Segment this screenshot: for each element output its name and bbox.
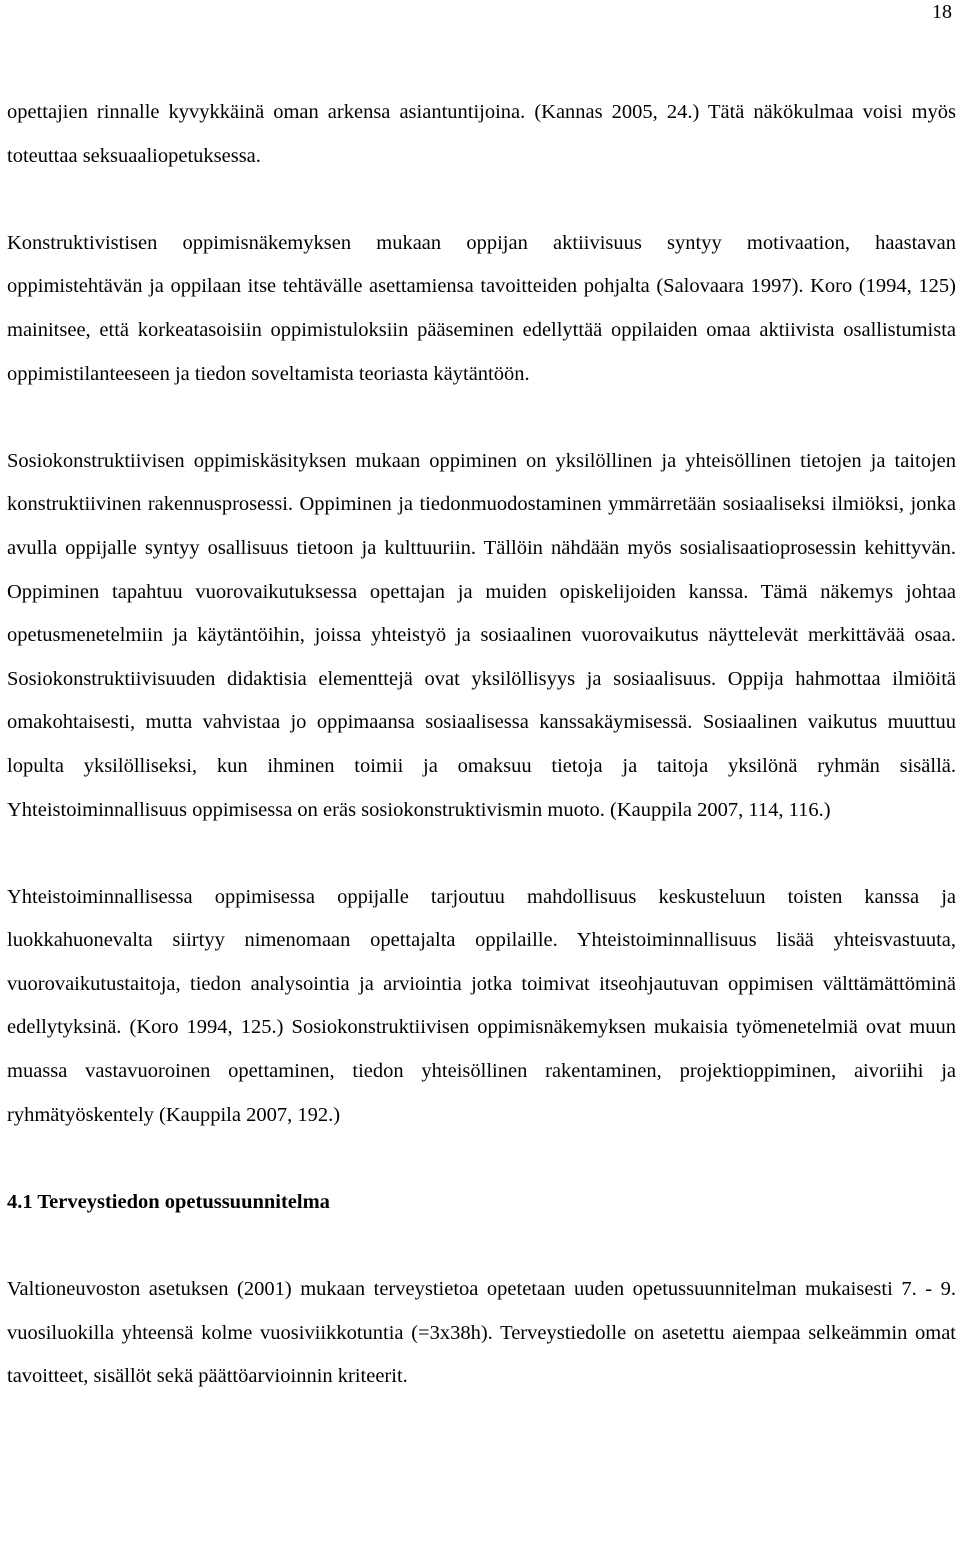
paragraph: Sosiokonstruktiivisen oppimiskäsityksen mukaan oppiminen on yksilöllinen ja yhteisöllinen tietojen ja taitojen konstruktiivinen rakennusprosessi. Oppiminen ja tiedonmuodostaminen ymmärretään sosiaaliseksi ilmiöksi, jonka avulla oppijalle syntyy osallisuus tietoon ja kulttuuriin. Tällöin nähdään myös sosialisaatioprosessin kehittyvän. Oppiminen tapahtuu vuorovaikutuksessa opettajan ja muiden opiskelijoiden kanssa. Tämä näkemys johtaa opetusmenetelmiin ja käytäntöihin, joissa yhteistyö ja sosiaalinen vuorovaikutus näyttelevät merkittävää osaa. Sosiokonstruktiivisuuden didaktisia elementtejä ovat yksilöllisyys ja sosiaalisuus. Oppija hahmottaa ilmiöitä omakohtaisesti, mutta vahvistaa jo oppimaansa sosiaalisessa kanssakäymisessä. Sosiaalinen vaikutus muuttuu lopulta yksilölliseksi, kun ihminen toimii ja omaksuu tietoja ja taitoja yksilönä ryhmän sisällä. Yhteistoiminnallisuus oppimisessa on eräs sosiokonstruktivismin muoto. (Kauppila 2007, 114, 116.) — [7, 449, 956, 821]
paragraph: Valtioneuvoston asetuksen (2001) mukaan terveystietoa opetetaan uuden opetussuunnitelman mukaisesti 7. - 9. vuosiluokilla yhteensä kolme vuosiviikkotuntia (=3x38h). Terveystiedolle on asetettu aiempaa selkeämmin omat tavoitteet, sisällöt sekä päättöarvioinnin kriteerit. — [7, 1278, 956, 1388]
section-heading: 4.1 Terveystiedon opetussuunnitelma — [7, 1190, 330, 1213]
page-number: 18 — [932, 1, 952, 23]
paragraph: opettajien rinnalle kyvykkäinä oman arkensa asiantuntijoina. (Kannas 2005, 24.) Tätä näkökulmaa voisi myös toteuttaa seksuaaliopetuksessa. — [7, 101, 956, 167]
paragraph: Yhteistoiminnallisessa oppimisessa oppijalle tarjoutuu mahdollisuus keskusteluun toisten kanssa ja luokkahuonevalta siirtyy nimenomaan opettajalta oppilaille. Yhteistoiminnallisuus lisää yhteisvastuuta, vuorovaikutustaitoja, tiedon analysointia ja arviointia jotka toimivat itseohjautuvan oppimisen välttämättöminä edellytyksinä. (Koro 1994, 125.) Sosiokonstruktiivisen oppimisnäkemyksen mukaisia työmenetelmiä ovat muun muassa vastavuoroinen opettaminen, tiedon yhteisöllinen rakentaminen, projektioppiminen, aivoriihi ja ryhmätyöskentely (Kauppila 2007, 192.) — [7, 885, 956, 1126]
document-body — [7, 91, 956, 1399]
paragraph: Konstruktivistisen oppimisnäkemyksen mukaan oppijan aktiivisuus syntyy motivaation, haastavan oppimistehtävän ja oppilaan itse tehtävälle asettamiensa tavoitteiden pohjalta (Salovaara 1997). Koro (1994, 125) mainitsee, että korkeatasoisiin oppimistuloksiin pääseminen edellyttää oppilaiden omaa aktiivista osallistumista oppimistilanteeseen ja tiedon soveltamista teoriasta käytäntöön. — [7, 231, 956, 385]
